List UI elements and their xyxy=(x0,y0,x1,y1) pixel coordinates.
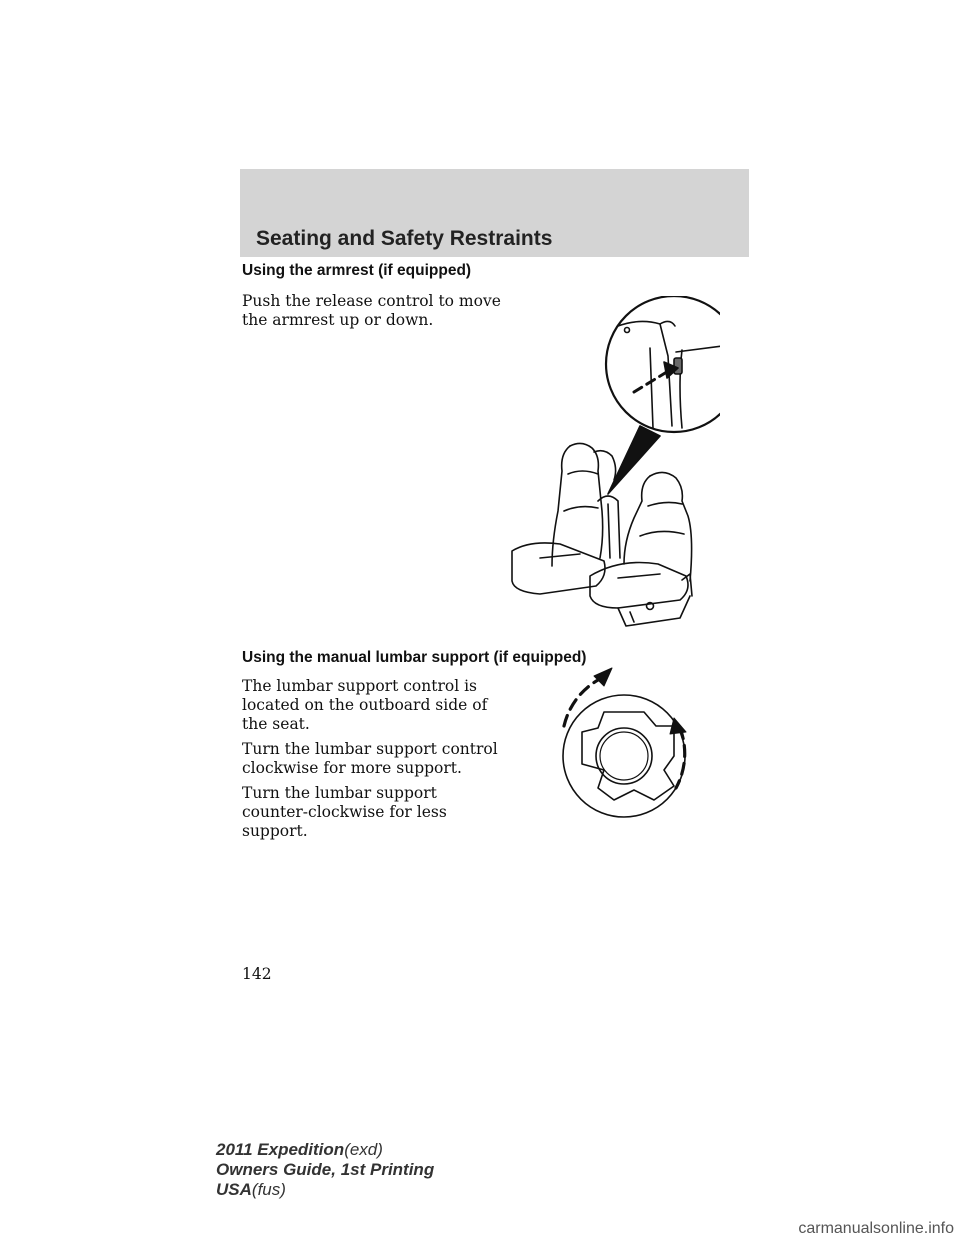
footer-model: 2011 Expedition xyxy=(216,1140,345,1159)
lumbar-knob-illustration xyxy=(548,660,708,832)
footer-model-code: (exd) xyxy=(344,1140,383,1159)
armrest-paragraph: Push the release control to move the armrest up or down. xyxy=(242,292,501,329)
footer-line-3 xyxy=(216,1180,434,1200)
footer-line-1 xyxy=(216,1140,434,1160)
armrest-heading: Using the armrest (if equipped) xyxy=(242,262,472,279)
lumbar-heading: Using the manual lumbar support (if equipped) xyxy=(242,649,587,666)
watermark-text: carmanualsonline.info xyxy=(798,1220,954,1237)
lumbar-paragraph-clockwise: Turn the lumbar support control clockwise for more support. xyxy=(242,740,498,777)
seat-armrest-illustration xyxy=(500,296,720,636)
footer-market: USA xyxy=(216,1180,252,1199)
footer-market-code: (fus) xyxy=(251,1180,286,1199)
document-footer xyxy=(216,1140,434,1200)
section-title: Seating and Safety Restraints xyxy=(256,227,553,250)
footer-line-2: Owners Guide, 1st Printing xyxy=(216,1160,435,1179)
section-header-band xyxy=(240,169,749,257)
page-number: 142 xyxy=(242,965,272,983)
lumbar-paragraph-location: The lumbar support control is located on the outboard side of the seat. xyxy=(242,677,488,733)
lumbar-paragraph-counter-clockwise: Turn the lumbar support counter-clockwise for less support. xyxy=(242,784,447,840)
